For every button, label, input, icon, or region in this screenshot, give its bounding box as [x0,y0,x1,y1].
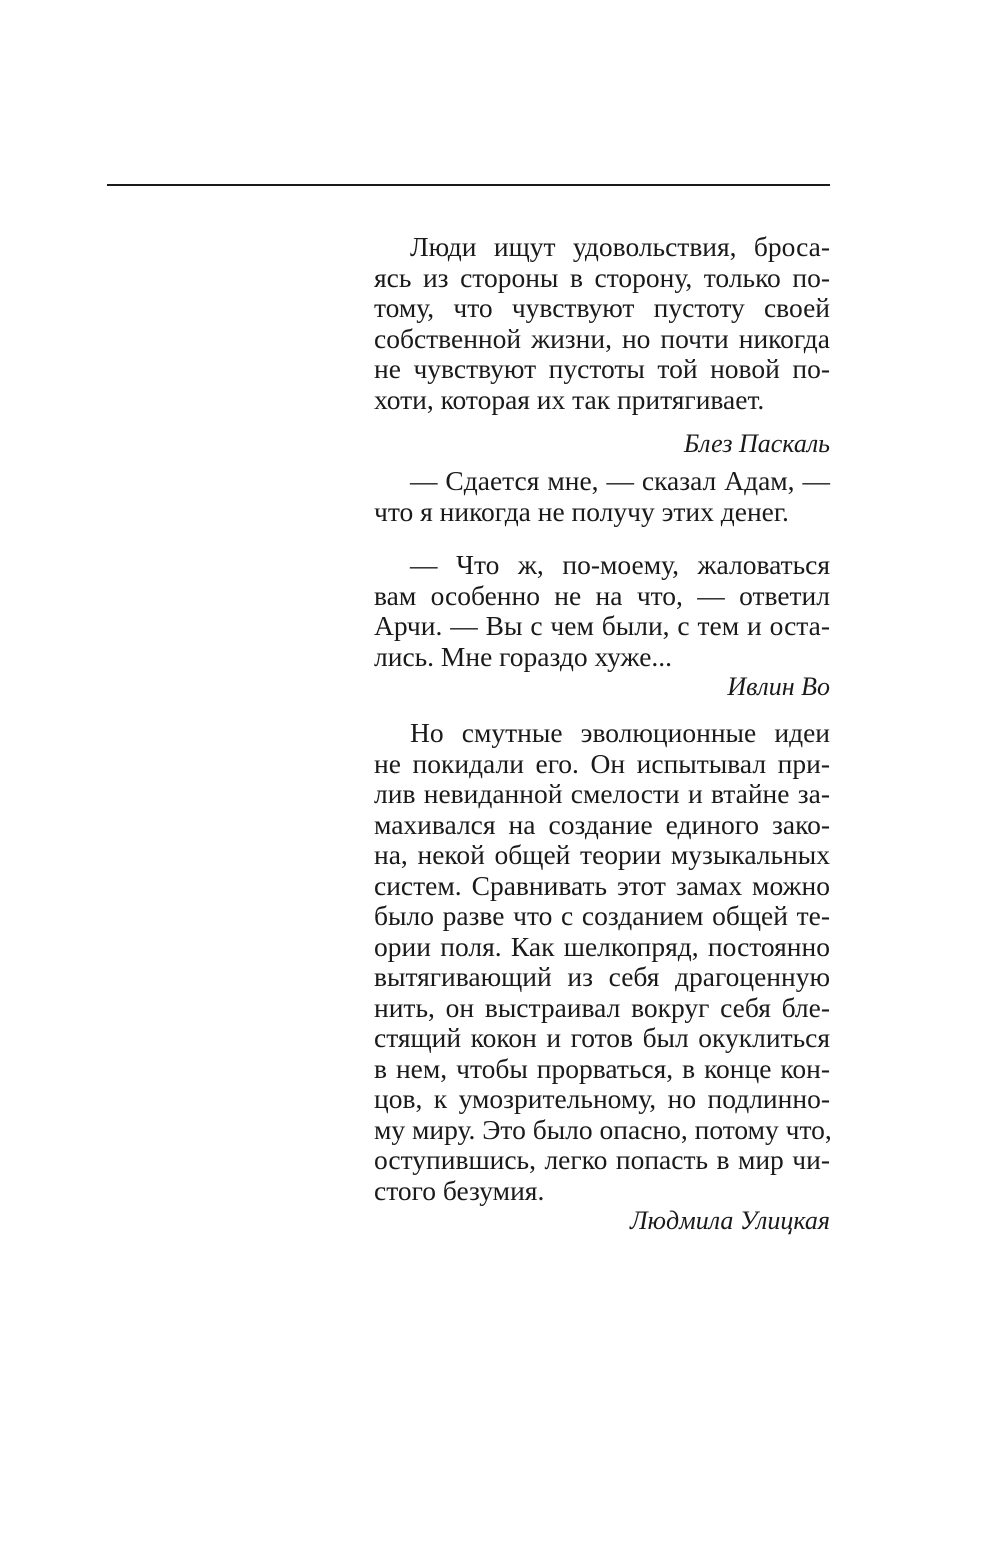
epigraph-pascal [374,232,830,459]
epigraph-author: Блез Паскаль [683,429,830,458]
epigraph-line: собственной жизни, но почти никогда [374,322,830,354]
epigraph-ulitskaya [374,718,830,1236]
epigraph-author: Людмила Улицкая [630,1206,830,1235]
epigraph-line: вам особенно не на что, — ответил [374,579,830,611]
epigraph-line: Но смутные эволюционные идеи [410,717,830,748]
epigraph-line: Арчи. — Вы с чем были, с тем и оста- [374,610,830,641]
epigraph-line: махивался на создание единого зако- [374,808,830,840]
epigraph-line: стого безумия. [374,1174,545,1206]
epigraph-line: хоти, которая их так притягивает. [374,383,765,415]
epigraph-waugh-paragraph-2 [374,550,830,702]
epigraph-line: лись. Мне гораздо хуже... [374,640,673,672]
epigraph-line: на, некой общей теории музыкальных [374,839,830,870]
top-rule [107,184,830,186]
epigraph-line: нить, он выстраивал вокруг себя бле- [374,991,830,1023]
epigraph-author: Ивлин Во [727,672,830,701]
epigraph-line: в нем, чтобы прорваться, в конце кон- [374,1052,830,1084]
epigraph-line: стящий кокон и готов был окуклиться [374,1022,830,1053]
epigraph-line: ясь из стороны в сторону, только по- [374,261,830,293]
epigraph-line: цов, к умозрительному, но подлинно- [374,1083,830,1114]
epigraph-line: вытягивающий из себя драгоценную [374,961,830,992]
epigraph-line: систем. Сравнивать этот замах можно [374,869,830,901]
epigraph-line: ории поля. Как шелкопряд, постоянно [374,930,830,962]
epigraph-waugh-paragraph-1 [374,466,830,527]
epigraph-line: — Сдается мне, — сказал Адам, — [410,465,830,496]
epigraph-line: тому, что чувствуют пустоту своей [374,292,830,323]
epigraph-line: было разве что с созданием общей те- [374,900,830,931]
epigraph-line: не чувствуют пустоты той новой по- [374,353,830,384]
epigraph-line: оступившись, легко попасть в мир чи- [374,1144,830,1175]
epigraph-line: — Что ж, по-моему, жаловаться [410,549,830,580]
epigraph-line: му миру. Это было опасно, потому что, [374,1113,832,1145]
epigraph-line: что я никогда не получу этих денег. [374,495,789,527]
epigraph-line: Люди ищут удовольствия, броса- [410,231,830,262]
epigraph-line: лив невиданной смелости и втайне за- [374,778,830,809]
epigraph-line: не покидали его. Он испытывал при- [374,747,830,779]
